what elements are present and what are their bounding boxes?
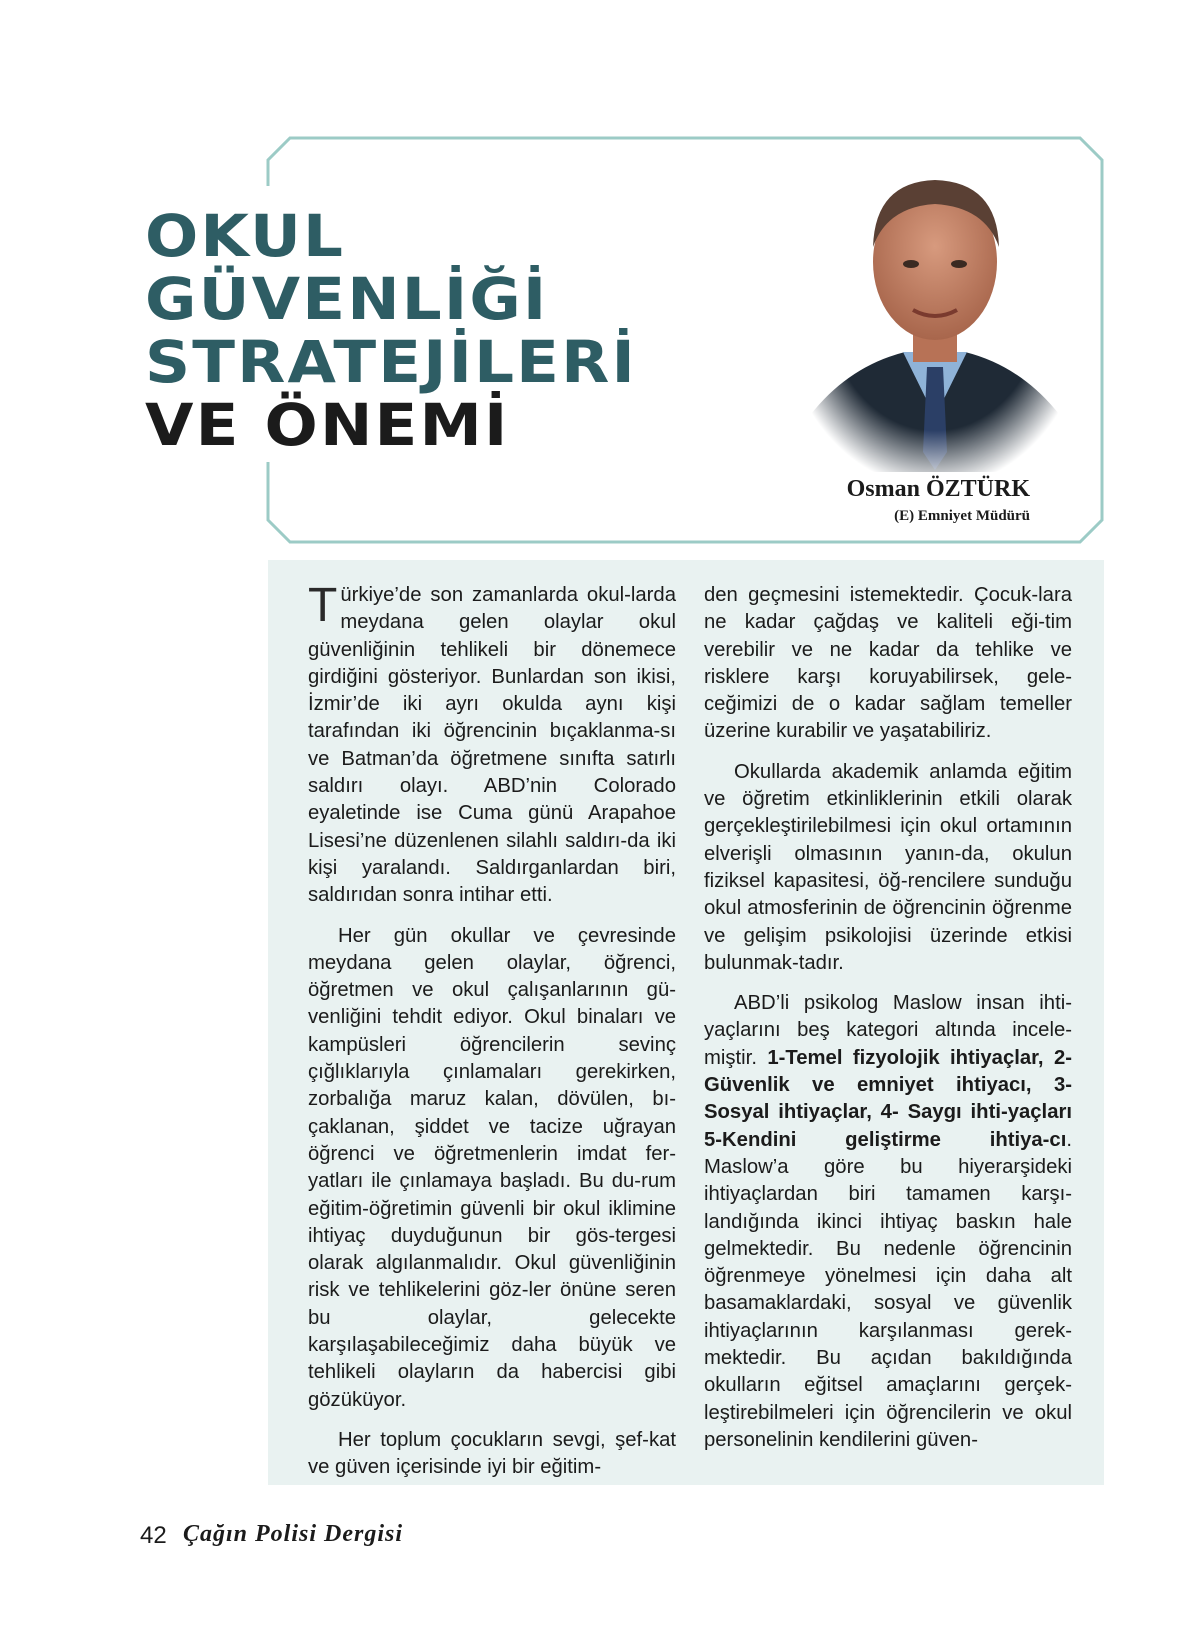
paragraph-text: ürkiye’de son zamanlarda okul-larda meydana gelen olaylar okul güvenliğinin tehlikeli bir dönemece girdiğini gösteriyor. Bunlardan son ikisi, İzmir’de iki ayrı okulda aynı kişi tarafından iki öğrencinin bıçaklanma-sı ve Batman’da öğretmene sınıfta satırlı saldırı olayı. ABD’nin Colorado eyaletinde ise Cuma günü Arapahoe Lisesi’ne düzenlenen silahlı saldırı-da iki kişi yaralandı. Saldırganlardan biri, saldırıdan sonra intihar etti. [308,584,676,907]
drop-cap: T [308,579,338,632]
author-name: Osman ÖZTÜRK [846,476,1030,502]
page-number: 42 [140,1522,167,1549]
right-column [704,582,1072,1454]
title-line-2: GÜVENLİĞİ [145,265,549,333]
title-line-3: STRATEJİLERİ [145,328,637,396]
author-portrait [805,152,1065,472]
paragraph: Her gün okullar ve çevresinde meydana gelen olaylar, öğrenci, öğretmen ve okul çalışanlarının gü-venliğini tehdit ediyor. Okul binaları ve kampüsleri öğrencilerin sevinç çığlıklarıyla çınlamaları gerekirken, zorbalığa maruz kalan, dövülen, bı-çaklanan, şiddet ve tacize uğrayan öğrenci ve öğretmenlerin imdat fer-yatları ile çınlamaya başladı. Bu du-rum eğitim-öğretimin güvenli bir okul iklimine ihtiyaç duyduğunun bir gös-tergesi olarak algılanmalıdır. Okul güvenliğinin risk ve tehlikelerini göz-ler önüne seren bu olaylar, gelecekte karşılaşabileceğimiz daha büyük ve tehlikeli olayların da habercisi gibi gözüküyor. [308,924,676,1411]
maslow-needs-list: 1-Temel fizyolojik ihtiyaçlar, 2- Güvenlik ve emniyet ihtiyacı, 3- Sosyal ihtiyaçlar, 4- Saygı ihti-yaçları 5-Kendini geliştirme ihtiya-cı [704,1046,1072,1151]
article-title [145,202,637,459]
paragraph: Okullarda akademik anlamda eğitim ve öğretim etkinliklerinin etkili olarak gerçekleştirilebilmesi için okul ortamının elverişli olmasının yanın-da, okulun fiziksel kapasitesi, öğ-rencilere sunduğu okul atmosferinin de öğrencinin öğrenme ve gelişim psikolojisi üzerinde etkisi bulunmak-tadır. [704,760,1072,974]
paragraph [308,579,676,910]
left-column [308,579,676,1482]
paragraph-text: ABD’li psikolog Maslow insan ihti-yaçlarını beş kategori altında incele-miştir. [704,992,1072,1069]
paragraph-text: . Maslow’a göre bu hiyerarşideki ihtiyaçlardan biri tamamen karşı-landığında ikinci ihtiyaç baskın hale gelmektedir. Bu nedenle öğrencinin öğrenmeye yönelmesi için daha alt basamaklardaki, sosyal ve güvenlik ihtiyaçlarının karşılanması gerek-mektedir. Bu açıdan bakıldığında okulların eğitsel amaçlarını gerçek-leştirebilmeleri için öğrencilerin ve okul personelinin kendilerini güven- [704,1128,1072,1451]
paragraph: Her toplum çocukların sevgi, şef-kat ve güven içerisinde iyi bir eğitim- [308,1428,676,1479]
paragraph: den geçmesini istemektedir. Çocuk-lara ne kadar çağdaş ve kaliteli eği-tim verebilir ve ne kadar da tehlike ve risklere karşı koruyabilirsek, gele-ceğimizi de o kadar sağlam temeller üzerine kurabilir ve yaşatabiliriz. [704,584,1072,743]
magazine-name: Çağın Polisi Dergisi [183,1521,404,1547]
author-role: (E) Emniyet Müdürü [894,508,1030,524]
article-body [268,560,1104,1485]
title-line-1: OKUL [145,202,346,270]
paragraph [704,990,1072,1454]
title-line-4: VE ÖNEMİ [145,391,510,459]
